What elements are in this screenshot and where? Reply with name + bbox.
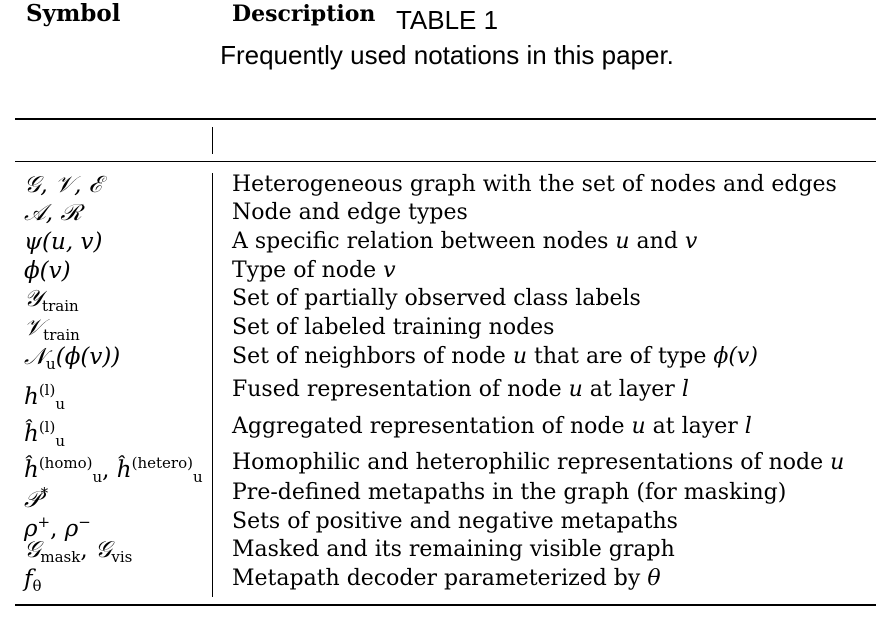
description-part: Set of neighbors of node (232, 344, 513, 369)
symbol-part: 𝒢 (94, 537, 112, 563)
symbol-cell (24, 171, 102, 199)
symbol-cell (24, 343, 120, 378)
mid-rule (15, 161, 876, 162)
symbol-part: f (24, 566, 33, 592)
symbol-part: (hetero) (131, 454, 193, 472)
description-part: Heterogeneous graph with the set of nodes and edges (232, 172, 837, 197)
description-part: Masked and its remaining visible graph (232, 537, 675, 562)
bottom-rule (15, 604, 876, 606)
table-row (0, 171, 894, 199)
table-row (0, 314, 894, 342)
description-part: Metapath decoder parameterized by (232, 566, 648, 591)
description-part: l (744, 414, 752, 439)
symbol-part: (homo) (38, 454, 93, 472)
symbol-part: ĥ (116, 457, 132, 483)
symbol-part: 𝒩 (24, 344, 47, 370)
description-part: θ (647, 566, 661, 591)
table-row (0, 228, 894, 256)
table-row (0, 413, 894, 450)
description-part: that are of type (526, 344, 714, 369)
description-part: Set of labeled training nodes (232, 315, 555, 340)
symbol-part: + (37, 513, 51, 531)
description-cell (232, 257, 396, 285)
table-row (0, 343, 894, 371)
symbol-part: (l) (38, 418, 56, 436)
header-description: Description (232, 1, 376, 27)
symbol-part: ϕ(v) (24, 258, 71, 284)
description-part: v (383, 258, 396, 283)
symbol-part: θ (32, 577, 42, 595)
symbol-part: (ϕ(v)) (55, 344, 121, 370)
symbol-part: ĥ (24, 457, 39, 483)
description-part: u (830, 450, 845, 475)
symbol-part: 𝒴 (24, 286, 43, 312)
symbol-part: 𝒜, ℛ (24, 200, 82, 226)
description-part: Fused representation of node (232, 377, 569, 402)
description-part: Type of node (232, 258, 384, 283)
description-cell (232, 376, 689, 404)
description-part: Set of partially observed class labels (232, 286, 641, 311)
symbol-part: u (192, 468, 203, 486)
header-divider (212, 127, 213, 154)
table-row (0, 449, 894, 486)
description-cell (232, 413, 752, 441)
description-part: at layer (582, 377, 682, 402)
description-cell (232, 565, 661, 593)
symbol-part: train (42, 297, 79, 315)
description-part: Pre-defined metapaths in the graph (for masking) (232, 480, 787, 505)
description-part: ϕ(v) (713, 344, 758, 369)
table-row (0, 376, 894, 413)
symbol-part: (l) (38, 381, 56, 399)
symbol-part: u (55, 395, 66, 413)
symbol-part: u (46, 355, 56, 373)
symbol-part: u (92, 468, 103, 486)
table-row (0, 199, 894, 227)
symbol-part: 𝒢, 𝒱, ℰ (24, 172, 102, 198)
description-cell (232, 228, 697, 256)
table-row (0, 508, 894, 542)
description-cell (232, 199, 468, 227)
symbol-part: ψ(u, v) (24, 229, 103, 255)
table-caption-title: Frequently used notations in this paper. (220, 40, 674, 70)
symbol-cell (24, 228, 102, 256)
description-part: l (681, 377, 689, 402)
symbol-part: ĥ (24, 421, 39, 447)
description-cell (232, 314, 554, 342)
description-part: u (631, 414, 646, 439)
symbol-part: ρ (64, 516, 79, 542)
symbol-part: train (43, 326, 80, 344)
symbol-cell (24, 565, 42, 600)
table-caption-label: TABLE 1 (395, 5, 499, 35)
table-row (0, 536, 894, 564)
description-cell (232, 285, 641, 313)
table-row (0, 285, 894, 313)
description-part: and (629, 229, 685, 254)
description-part: Sets of positive and negative metapaths (232, 509, 678, 534)
table-row (0, 257, 894, 285)
header-symbol: Symbol (26, 0, 121, 27)
table-row (0, 565, 894, 593)
table-row (0, 479, 894, 513)
symbol-part: − (78, 513, 91, 531)
symbol-part: , (80, 537, 95, 563)
symbol-part: ρ (24, 516, 38, 542)
description-cell (232, 449, 844, 477)
symbol-part: 𝒢 (24, 537, 41, 563)
description-cell (232, 479, 786, 507)
description-part: u (568, 377, 583, 402)
symbol-part: 𝒱 (24, 315, 44, 341)
symbol-cell (24, 199, 82, 227)
description-part: Aggregated representation of node (232, 414, 632, 439)
description-part: A specific relation between nodes (232, 229, 616, 254)
description-part: Homophilic and heterophilic representations of node (232, 450, 831, 475)
symbol-part: * (40, 484, 49, 502)
symbol-part: u (55, 432, 66, 450)
description-part: u (512, 344, 527, 369)
symbol-cell (24, 376, 65, 418)
description-cell (232, 536, 675, 564)
description-cell (232, 171, 837, 199)
description-part: u (615, 229, 630, 254)
description-part: v (684, 229, 698, 254)
description-part: at layer (645, 414, 745, 439)
symbol-part: , (50, 516, 65, 542)
symbol-part: 𝒫 (24, 487, 41, 513)
top-rule (15, 118, 876, 120)
description-cell (232, 343, 758, 371)
description-part: Node and edge types (232, 200, 468, 225)
symbol-part: h (24, 384, 39, 410)
symbol-cell (24, 257, 71, 285)
description-cell (232, 508, 678, 536)
symbol-part: vis (111, 548, 133, 566)
symbol-part: , (102, 457, 117, 483)
symbol-part: mask (40, 548, 81, 566)
